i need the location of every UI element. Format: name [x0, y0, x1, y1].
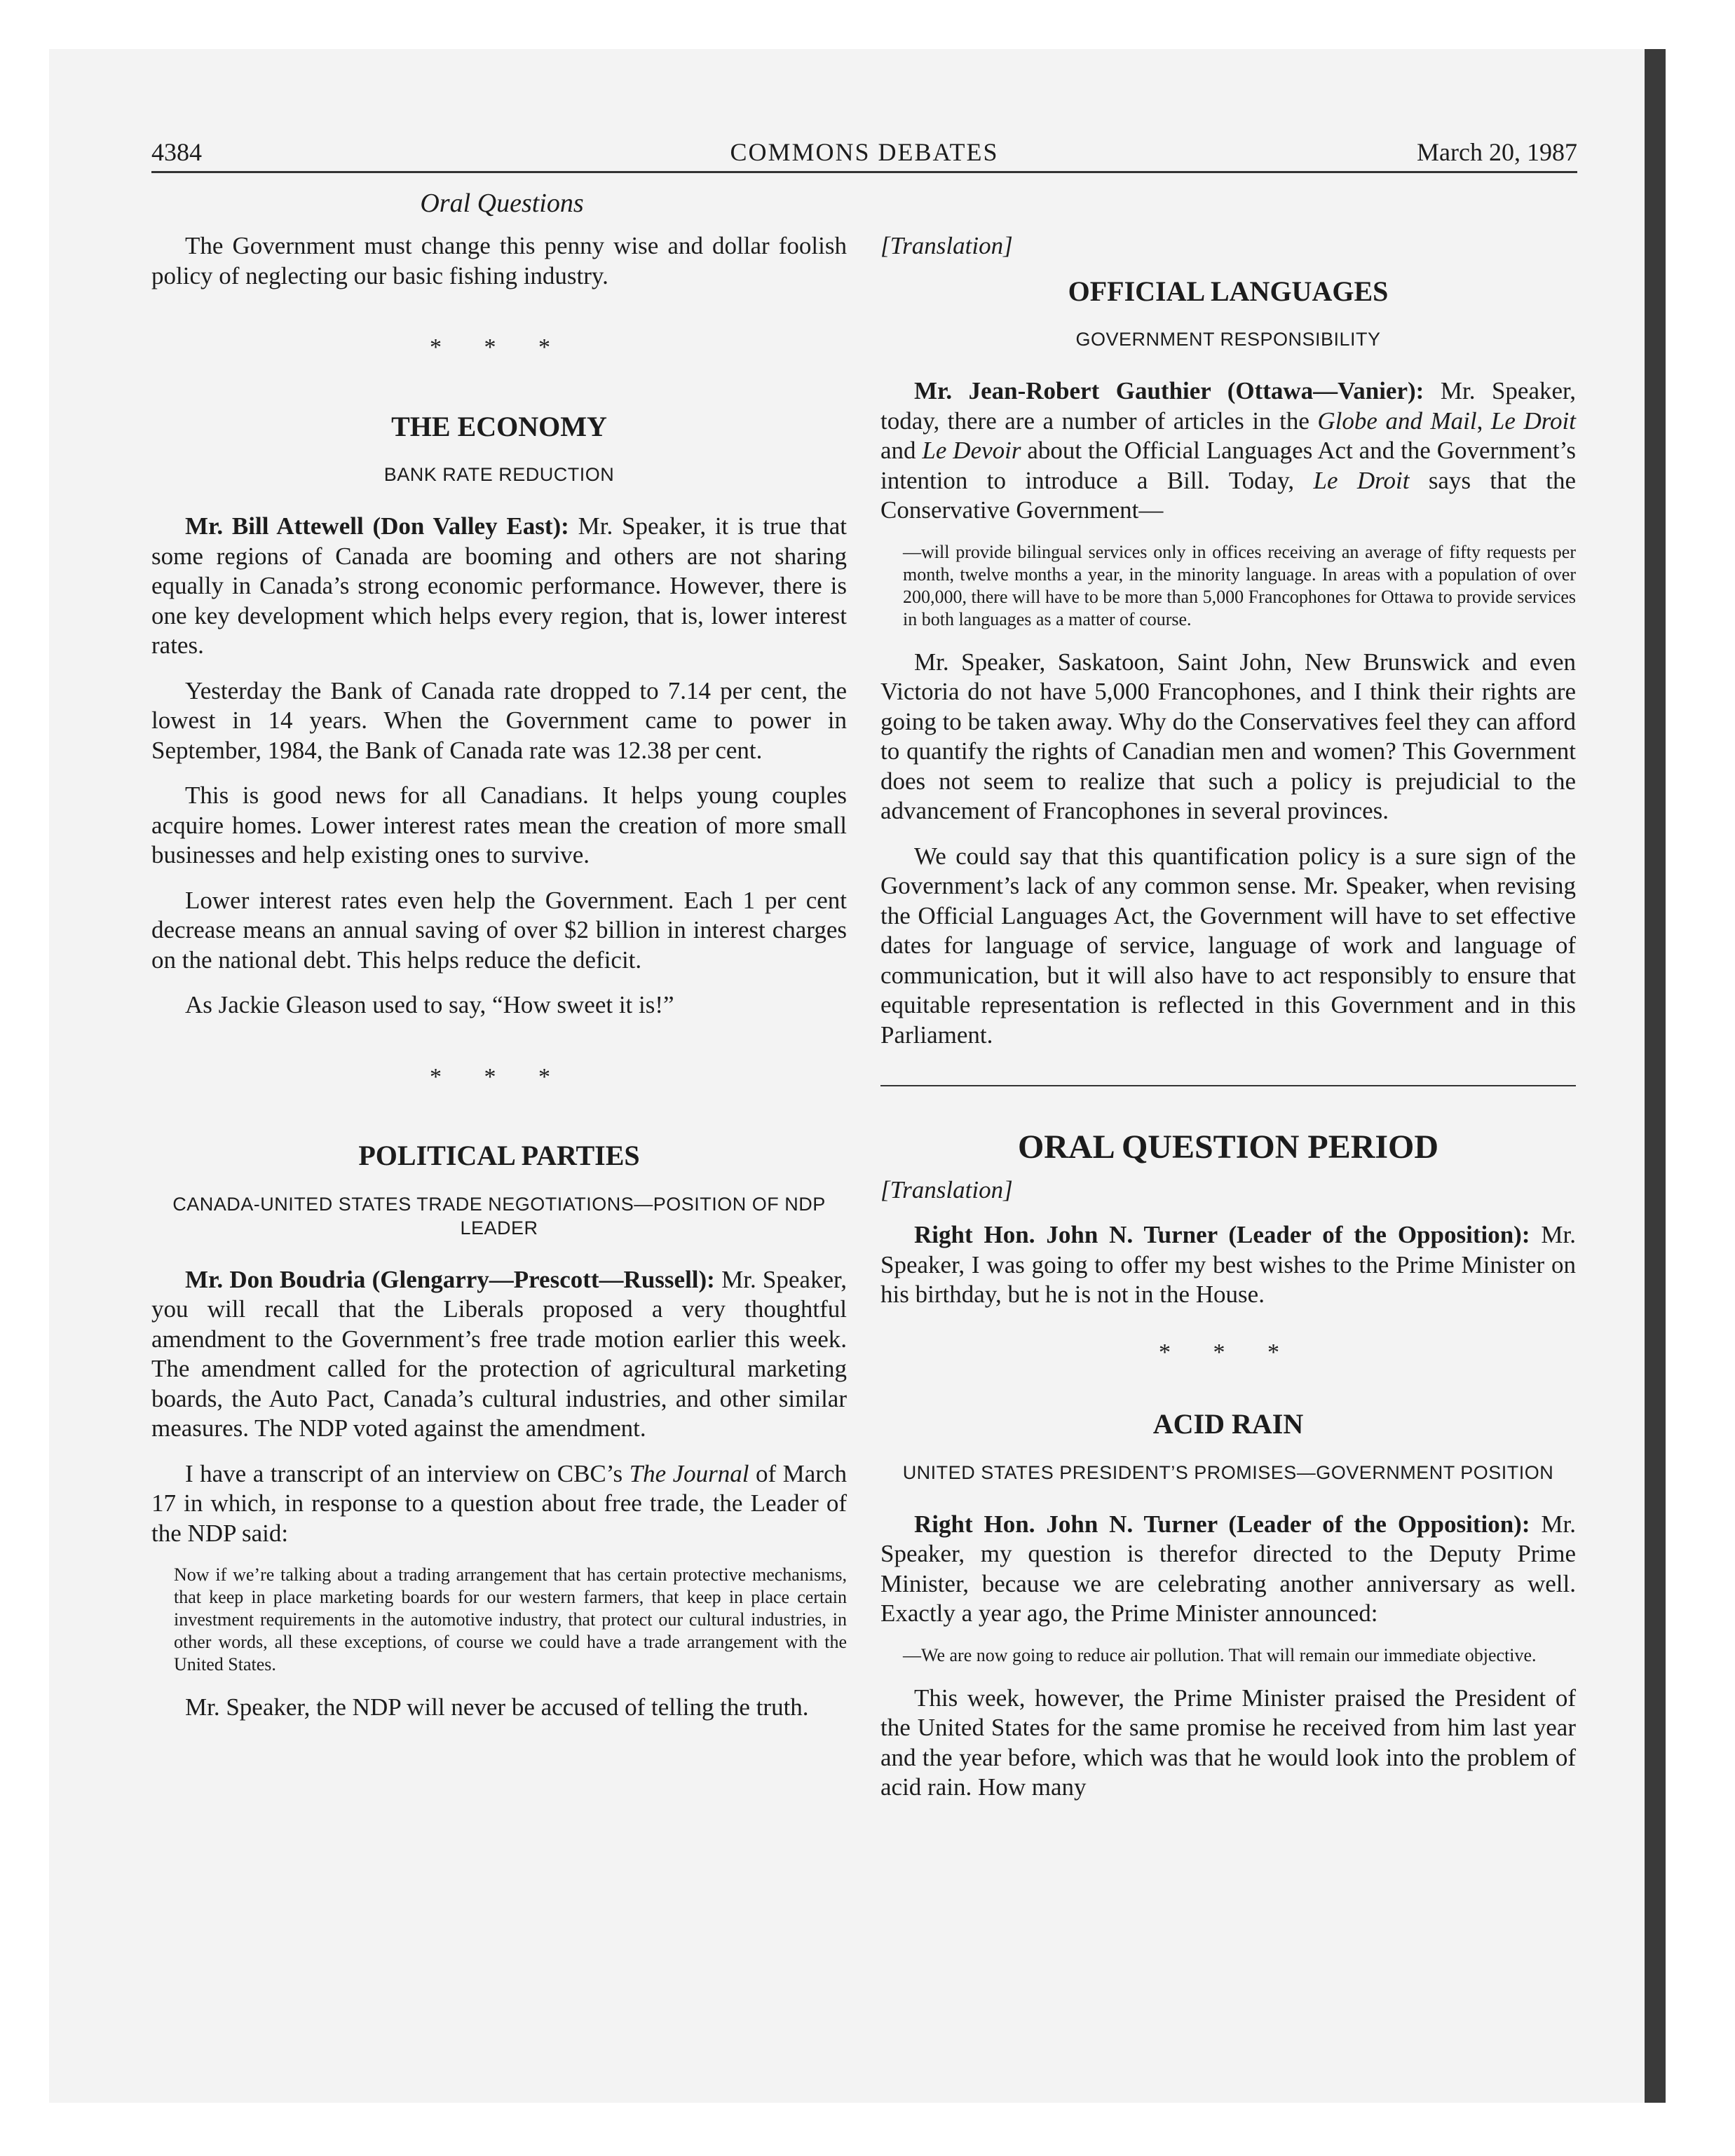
- speaker-name: Mr. Jean-Robert Gauthier (Ottawa—Vanier):: [914, 377, 1424, 404]
- speaker-name: Mr. Bill Attewell (Don Valley East):: [185, 512, 569, 540]
- program-title: The Journal: [629, 1459, 749, 1487]
- heading-the-economy: THE ECONOMY: [391, 410, 607, 442]
- turner-paragraph-3: This week, however, the Prime Minister praised the President of the United States for the same promise he received from him last year and the year before, which was that he would look into the problem of acid rain. How many: [880, 1684, 1576, 1801]
- header-rule: [151, 171, 1577, 173]
- subheading-government-responsibility: GOVERNMENT RESPONSIBILITY: [1075, 329, 1381, 350]
- speech-text: Mr. Speaker, you will recall that the Liberals proposed a very thoughtful amendment to the Government’s free trade motion earlier this week. The amendment called for the protection of agricultural marketing boards, the Auto Pact, Canada’s cultural industries, and other similar measures. The NDP voted against the amendment.: [151, 1265, 848, 1442]
- gauthier-paragraph-3: We could say that this quantification policy is a sure sign of the Government’s lack of any common sense. Mr. Speaker, when revising the Official Languages Act, the Government will have to set effective dates for language of service, language of work and language of communication, but it will also have to act responsibly to ensure that equitable representation is reflected in this Government and in this Parliament.: [880, 842, 1576, 1049]
- attewell-paragraph-5: As Jackie Gleason used to say, “How sweet it is!”: [185, 991, 674, 1018]
- speaker-name: Mr. Don Boudria (Glengarry—Prescott—Russell):: [185, 1265, 715, 1293]
- quoted-passage: —We are now going to reduce air pollution. That will remain our immediate objective.: [903, 1644, 1537, 1665]
- scan-edge-bar: [1645, 49, 1666, 2103]
- speaker-name: Right Hon. John N. Turner (Leader of the Opposition):: [914, 1510, 1530, 1538]
- subheading-trade-negotiations: CANADA-UNITED STATES TRADE NEGOTIATIONS—POSITION OF NDP LEADER: [172, 1193, 826, 1239]
- speech-text: ,: [1476, 407, 1483, 435]
- paragraph-fishing: The Government must change this penny wise and dollar foolish policy of neglecting our basic fishing industry.: [151, 232, 847, 289]
- section-rule: [880, 1085, 1576, 1086]
- turner-paragraph-2: [880, 1510, 1576, 1629]
- translation-marker: [Translation]: [880, 1175, 1013, 1203]
- translation-marker: [Translation]: [880, 232, 1013, 259]
- subheading-bank-rate-reduction: BANK RATE REDUCTION: [383, 464, 615, 485]
- attewell-paragraph-1: [151, 512, 847, 661]
- gauthier-paragraph-1: [880, 376, 1576, 526]
- newspaper-title: Globe and Mail: [1317, 407, 1477, 435]
- quoted-passage: —will provide bilingual services only in offices receiving an average of fifty requests per month, twelve months a year, in the minority language. In areas with a population of over 200,000, there will have to be more than 5,000 Francophones for Ottawa to provide services in both languages as a matter of course.: [903, 541, 1576, 629]
- speech-text: I have a transcript of an interview on CBC’s: [185, 1459, 623, 1487]
- newspaper-title: Le Droit: [1490, 407, 1577, 435]
- speech-text: Mr. Speaker, I was going to offer my best wishes to the Prime Minister on his birthday, but he is not in the House.: [880, 1221, 1577, 1308]
- speech-text: about the Official Languages Act and the Government’s intention to introduce a Bill. Today,: [880, 437, 1576, 494]
- boudria-paragraph-3: Mr. Speaker, the NDP will never be accused of telling the truth.: [185, 1693, 809, 1721]
- publication-title: COMMONS DEBATES: [730, 138, 999, 166]
- speech-text: says that the Conservative Government—: [880, 466, 1577, 524]
- attewell-paragraph-2: Yesterday the Bank of Canada rate dropped to 7.14 per cent, the lowest in 14 years. When the Government came to power in September, 1984, the Bank of Canada rate was 12.38 per cent.: [151, 676, 847, 764]
- section-separator-stars: * * *: [430, 1063, 569, 1090]
- gauthier-paragraph-2: Mr. Speaker, Saskatoon, Saint John, New Brunswick and even Victoria do not have 5,000 Francophones, and I think their rights are going to be taken away. Why do the Conservatives feel they can afford to quantify the rights of Canadian men and women? This Government does not seem to realize that such a policy is prejudicial to the advancement of Francophones in several provinces.: [880, 648, 1576, 824]
- newspaper-title: Le Droit: [1313, 466, 1410, 494]
- speech-text: and: [880, 437, 916, 464]
- attewell-paragraph-3: This is good news for all Canadians. It helps young couples acquire homes. Lower interest rates mean the creation of more small businesses and help existing ones to survive.: [151, 782, 847, 868]
- heading-oral-question-period: ORAL QUESTION PERIOD: [1017, 1128, 1439, 1166]
- heading-political-parties: POLITICAL PARTIES: [358, 1140, 640, 1171]
- boudria-paragraph-1: [151, 1265, 847, 1444]
- speech-text: Mr. Speaker, my question is therefor directed to the Deputy Prime Minister, because we are celebrating another anniversary as well. Exactly a year ago, the Prime Minister announced:: [880, 1510, 1577, 1627]
- speech-text: of March 17 in which, in response to a question about free trade, the Leader of the NDP said:: [151, 1459, 847, 1547]
- running-head: Oral Questions: [420, 189, 584, 218]
- attewell-paragraph-4: Lower interest rates even help the Government. Each 1 per cent decrease means an annual saving of over $2 billion in interest charges on the national debt. This helps reduce the deficit.: [151, 886, 847, 974]
- speech-text: Mr. Speaker, today, there are a number of articles in the: [880, 377, 1577, 435]
- section-separator-stars: * * *: [430, 334, 569, 360]
- heading-official-languages: OFFICIAL LANGUAGES: [1068, 275, 1389, 307]
- page-number: 4384: [151, 138, 202, 166]
- newspaper-title: Le Devoir: [922, 437, 1021, 464]
- right-column: [880, 231, 1576, 1818]
- subheading-presidents-promises: UNITED STATES PRESIDENT’S PROMISES—GOVERNMENT POSITION: [902, 1461, 1554, 1483]
- turner-paragraph-1: [880, 1220, 1576, 1310]
- speaker-name: Right Hon. John N. Turner (Leader of the Opposition):: [914, 1221, 1530, 1248]
- left-column: [151, 231, 847, 1738]
- speech-text: Mr. Speaker, it is true that some regions of Canada are booming and others are not sharing equally in Canada’s strong economic performance. However, there is one key development which helps every region, that is, lower interest rates.: [151, 512, 848, 659]
- page-header: [151, 137, 1577, 175]
- boudria-paragraph-2: [151, 1459, 847, 1549]
- section-separator-stars: * * *: [1159, 1339, 1298, 1365]
- quoted-passage: Now if we’re talking about a trading arrangement that has certain protective mechanisms, that keep in place marketing boards for our western farmers, that keep in place certain investment requirements in the automotive industry, that protect our cultural industries, in other words, all these exceptions, of course we could have a trade arrangement with the United States.: [174, 1564, 847, 1674]
- page-date: March 20, 1987: [1417, 138, 1577, 166]
- heading-acid-rain: ACID RAIN: [1152, 1408, 1304, 1440]
